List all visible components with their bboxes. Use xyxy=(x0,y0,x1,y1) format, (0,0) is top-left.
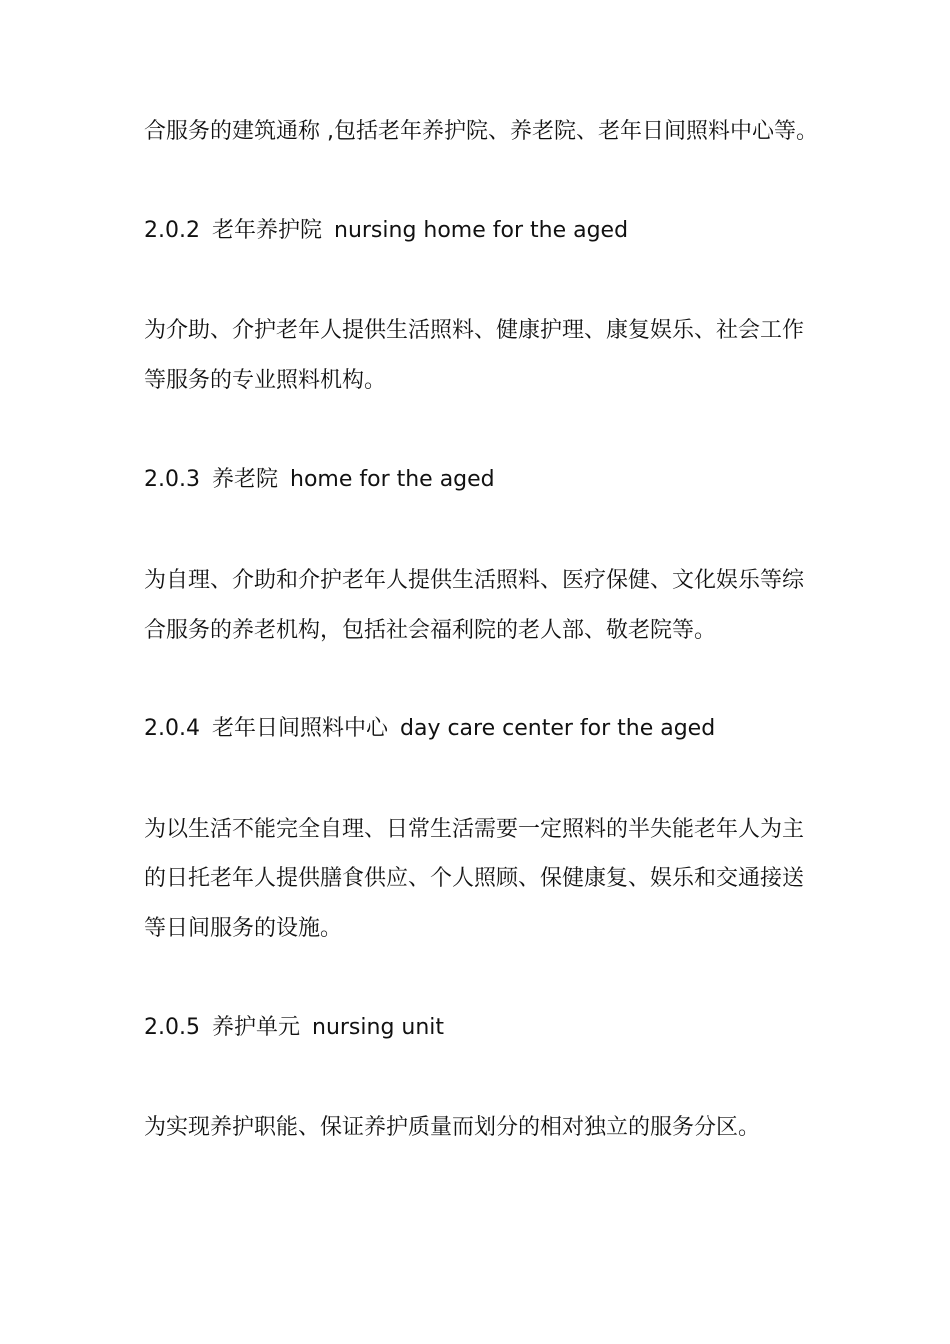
paragraph-line: 为介助、介护老年人提供生活照料、健康护理、康复娱乐、社会工作 xyxy=(144,318,805,343)
paragraph-line: 等日间服务的设施。 xyxy=(144,916,343,941)
term-chinese: 养护单元 xyxy=(211,1015,300,1040)
section-heading-2-0-2 xyxy=(144,216,824,246)
paragraph-line: 的日托老年人提供膳食供应、个人照顾、保健康复、娱乐和交通接送 xyxy=(144,866,805,891)
paragraph-line: 为自理、介助和介护老年人提供生活照料、医疗保健、文化娱乐等综 xyxy=(144,568,805,593)
section-number: 2.0.5 xyxy=(144,1015,200,1040)
paragraph-line: 合服务的养老机构，包括社会福利院的老人部、敬老院等。 xyxy=(144,618,717,643)
term-english: day care center for the aged xyxy=(400,716,716,741)
section-number: 2.0.4 xyxy=(144,716,200,741)
paragraph-line: 为实现养护职能、保证养护质量而划分的相对独立的服务分区。 xyxy=(144,1115,761,1140)
term-chinese: 老年日间照料中心 xyxy=(211,716,388,741)
term-english: home for the aged xyxy=(290,467,495,492)
term-chinese: 老年养护院 xyxy=(211,218,322,243)
term-chinese: 养老院 xyxy=(211,467,278,492)
section-number: 2.0.2 xyxy=(144,218,200,243)
section-heading-2-0-5 xyxy=(144,1013,824,1043)
paragraph-line: 合服务的建筑通称 ,包括老年养护院、养老院、老年日间照料中心等。 xyxy=(144,119,818,144)
paragraph-line: 等服务的专业照料机构。 xyxy=(144,368,387,393)
section-number: 2.0.3 xyxy=(144,467,200,492)
section-heading-2-0-4 xyxy=(144,714,824,744)
term-english: nursing home for the aged xyxy=(334,218,629,243)
section-heading-2-0-3 xyxy=(144,465,824,495)
term-english: nursing unit xyxy=(312,1015,445,1040)
paragraph-line: 为以生活不能完全自理、日常生活需要一定照料的半失能老年人为主 xyxy=(144,817,805,842)
